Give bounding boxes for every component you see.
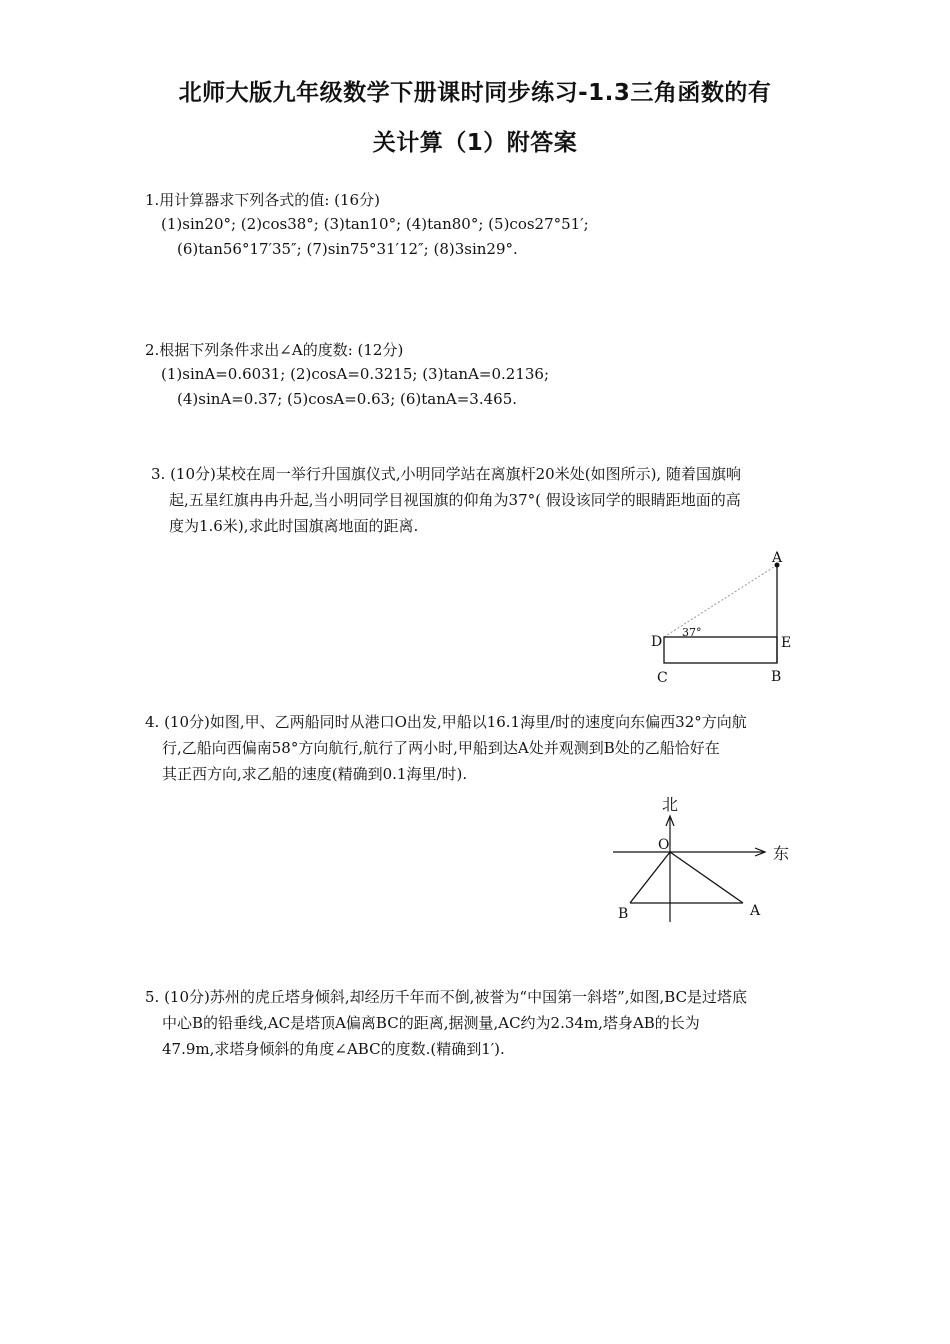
label-A: A — [750, 903, 761, 919]
q5-line-1: 5. (10分)苏州的虎丘塔身倾斜,却经历千年而不倒,被誉为“中国第一斜塔”,如图,BC是过塔底 — [145, 988, 748, 1006]
q5-line-3: 47.9m,求塔身倾斜的角度∠ABC的度数.(精确到1′). — [162, 1040, 505, 1058]
path-OB — [630, 852, 670, 903]
q2-row-1: (1)sinA=0.6031; (2)cosA=0.3215; (3)tanA=0.2136; — [161, 365, 550, 383]
q4-line-2: 行,乙船向西偏南58°方向航行,航行了两小时,甲船到达A处并观测到B处的乙船恰好在 — [162, 739, 720, 757]
q3-line-1: 3. (10分)某校在周一举行升国旗仪式,小明同学站在离旗杆20米处(如图所示), 随着国旗响 — [151, 465, 741, 483]
page-title-line-2: 关计算（1）附答案 — [372, 130, 578, 156]
label-C: C — [657, 670, 668, 686]
q3-line-3: 度为1.6米),求此时国旗离地面的距离. — [169, 517, 419, 535]
q4-line-1: 4. (10分)如图,甲、乙两船同时从港口O出发,甲船以16.1海里/时的速度向东偏西32°方向航 — [145, 713, 747, 731]
path-OA — [670, 852, 743, 903]
label-B: B — [771, 669, 782, 685]
label-B: B — [618, 906, 629, 922]
page-title-line-1: 北师大版九年级数学下册课时同步练习-1.3三角函数的有 — [178, 80, 772, 106]
angle-label: 37° — [682, 626, 702, 639]
label-A: A — [772, 550, 783, 566]
label-D: D — [651, 634, 663, 650]
q3-line-2: 起,五星红旗冉冉升起,当小明同学目视国旗的仰角为37°( 假设该同学的眼睛距地面的高 — [169, 491, 741, 509]
q1-row-1: (1)sin20°; (2)cos38°; (3)tan10°; (4)tan80°; (5)cos27°51′; — [161, 215, 589, 233]
north-label: 北 — [662, 795, 679, 814]
flagpole-figure — [640, 545, 810, 690]
q2-stem: 2.根据下列条件求出∠A的度数: (12分) — [145, 341, 404, 359]
q1-stem: 1.用计算器求下列各式的值: (16分) — [145, 191, 380, 209]
observer-rect — [664, 637, 777, 663]
sight-line — [664, 565, 777, 637]
label-O: O — [658, 837, 670, 853]
q1-row-2: (6)tan56°17′35″; (7)sin75°31′12″; (8)3sin29°. — [177, 240, 518, 258]
ships-figure — [605, 790, 805, 930]
east-label: 东 — [773, 844, 790, 863]
q2-row-2: (4)sinA=0.37; (5)cosA=0.63; (6)tanA=3.465. — [177, 390, 518, 408]
q4-line-3: 其正西方向,求乙船的速度(精确到0.1海里/时). — [162, 765, 468, 783]
q5-line-2: 中心B的铅垂线,AC是塔顶A偏离BC的距离,据测量,AC约为2.34m,塔身AB的长为 — [162, 1014, 700, 1032]
label-E: E — [781, 635, 792, 651]
